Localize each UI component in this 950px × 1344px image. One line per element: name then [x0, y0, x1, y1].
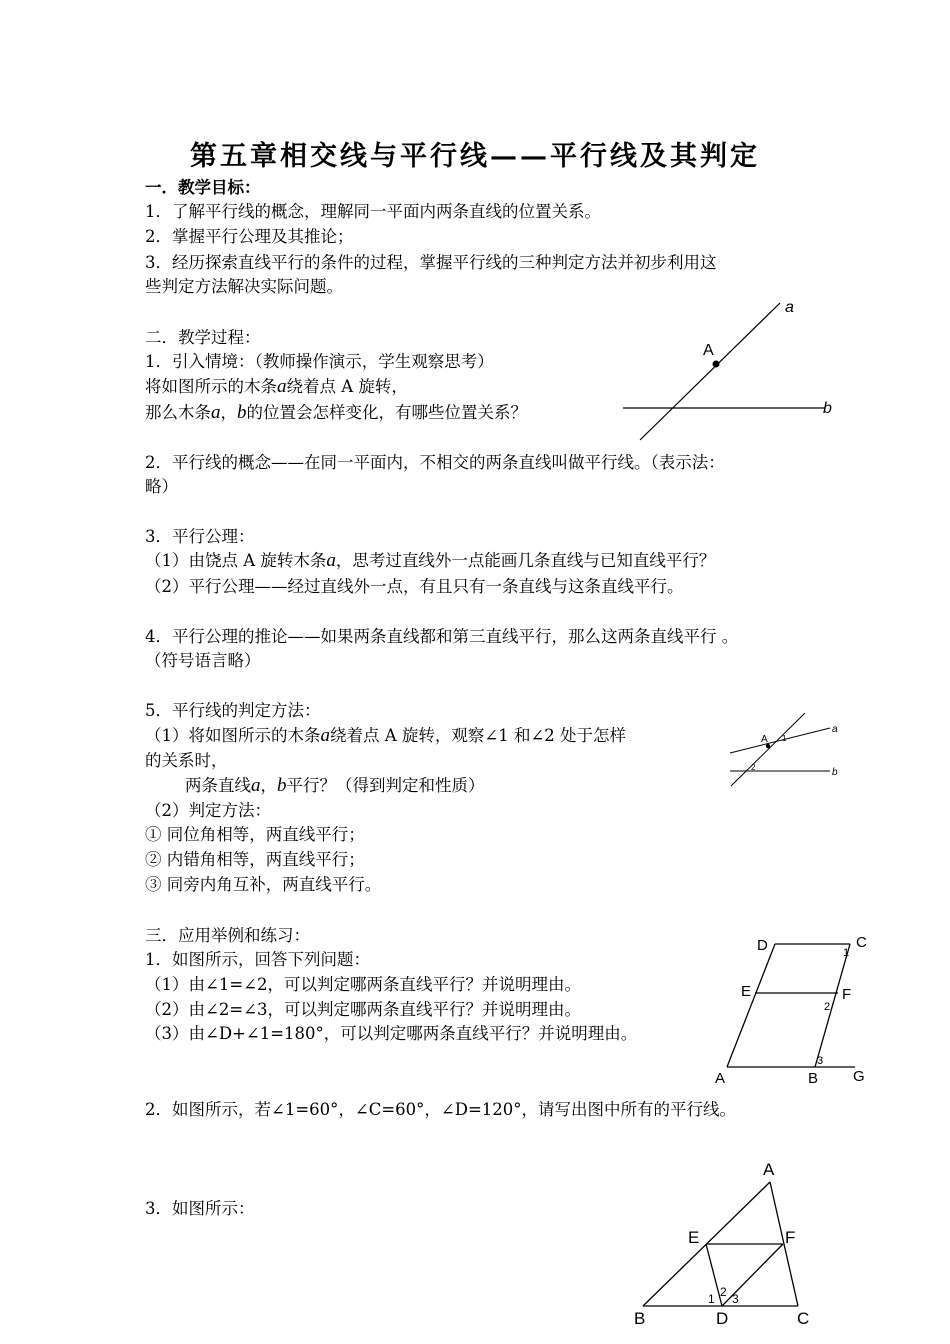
angle-2-label: 2 [824, 1001, 831, 1013]
axiom-question-1: （1）由饶点 A 旋转木条a，思考过直线外一点能画几条直线与已知直线平行？ [145, 550, 716, 571]
intro-title: 1．引入情境：（教师操作演示，学生观察思考） [145, 352, 494, 371]
practice-q1-item: （1）由∠1=∠2，可以判定哪两条直线平行？并说明理由。 [145, 975, 581, 994]
label-f: F [785, 1228, 796, 1247]
objective-item: 些判定方法解决实际问题。 [145, 277, 343, 296]
label-a: A [763, 1160, 775, 1179]
practice-heading: 三．应用举例和练习： [145, 926, 310, 945]
angle-2-label: 2 [751, 763, 756, 772]
segment-da [727, 944, 775, 1067]
judge-question-line-3: 两条直线a，b平行？（得到判定和性质） [185, 775, 485, 796]
line-b-label: b [832, 767, 838, 778]
corollary-line-2: （符号语言略） [145, 651, 261, 670]
line-a [730, 728, 830, 753]
label-c: C [856, 934, 867, 951]
objective-item: 2．掌握平行公理及其推论； [145, 227, 354, 246]
angle-1-label: 1 [708, 1292, 715, 1306]
axiom-title: 3．平行公理： [145, 527, 255, 546]
label-e: E [741, 983, 752, 1000]
label-b: B [634, 1309, 646, 1328]
angle-3-label: 3 [732, 1292, 739, 1306]
segment-cb [815, 944, 850, 1067]
process-heading: 二．教学过程： [145, 328, 261, 347]
label-g: G [853, 1068, 865, 1085]
judge-title: 5．平行线的判定方法： [145, 701, 321, 720]
intro-line-2: 那么木条a，b的位置会怎样变化，有哪些位置关系？ [145, 402, 527, 423]
label-e: E [688, 1228, 700, 1247]
objectives-heading: 一．教学目标： [145, 178, 261, 197]
figure-parallelogram [710, 930, 875, 1090]
point-a-dot [713, 361, 720, 368]
practice-q1-item: （3）由∠D+∠1=180°，可以判定哪两条直线平行？并说明理由。 [145, 1024, 638, 1043]
axiom-question-2: （2）平行公理——经过直线外一点，有且只有一条直线与这条直线平行。 [145, 577, 684, 596]
figure-triangle [630, 1155, 820, 1335]
judge-method-item: ② 内错角相等，两直线平行； [145, 850, 365, 869]
label-c: C [797, 1309, 810, 1328]
label-a: A [715, 1070, 726, 1087]
intro-line-1: 将如图所示的木条a绕着点 A 旋转， [145, 376, 408, 397]
judge-question-line-1: （1）将如图所示的木条a绕着点 A 旋转，观察∠1 和∠2 处于怎样 [145, 725, 627, 746]
figure-rotating-line [615, 295, 845, 445]
judge-question-line-2: 的关系时， [145, 751, 228, 770]
page-title: 第五章相交线与平行线——平行线及其判定 [190, 141, 760, 172]
line-b-label: b [823, 400, 832, 417]
label-d: D [716, 1309, 729, 1328]
judge-method-item: ① 同位角相等，两直线平行； [145, 825, 365, 844]
angle-2-label: 2 [720, 1285, 727, 1299]
point-a-label: A [703, 342, 714, 359]
line-a [640, 303, 780, 440]
practice-q3: 3．如图所示： [145, 1199, 255, 1218]
angle-1-label: 1 [782, 734, 787, 743]
practice-q1-title: 1．如图所示，回答下列问题： [145, 950, 370, 969]
line-a-label: a [785, 299, 794, 316]
figure-angles [725, 708, 850, 793]
practice-q1-item: （2）由∠2=∠3，可以判定哪两条直线平行？并说明理由。 [145, 1000, 581, 1019]
corollary-line-1: 4．平行公理的推论——如果两条直线都和第三直线平行，那么这两条直线平行 。 [145, 627, 739, 646]
line-a-label: a [832, 724, 838, 735]
concept-line-1: 2．平行线的概念——在同一平面内，不相交的两条直线叫做平行线。（表示法： [145, 453, 725, 472]
objective-item: 3．经历探索直线平行的条件的过程，掌握平行线的三种判定方法并初步利用这 [145, 253, 717, 272]
concept-line-2: 略） [145, 477, 178, 496]
angle-3-label: 3 [817, 1055, 824, 1067]
practice-q2: 2．如图所示，若∠1=60°，∠C=60°，∠D=120°，请写出图中所有的平行线。 [145, 1100, 737, 1119]
label-b: B [808, 1070, 819, 1087]
judge-methods-title: （2）判定方法： [145, 801, 271, 820]
point-a-label: A [761, 734, 768, 745]
label-d: D [757, 937, 768, 954]
objective-item: 1．了解平行线的概念，理解同一平面内两条直线的位置关系。 [145, 202, 601, 221]
angle-1-label: 1 [843, 947, 850, 959]
judge-method-item: ③ 同旁内角互补，两直线平行。 [145, 875, 382, 894]
label-f: F [842, 986, 852, 1003]
